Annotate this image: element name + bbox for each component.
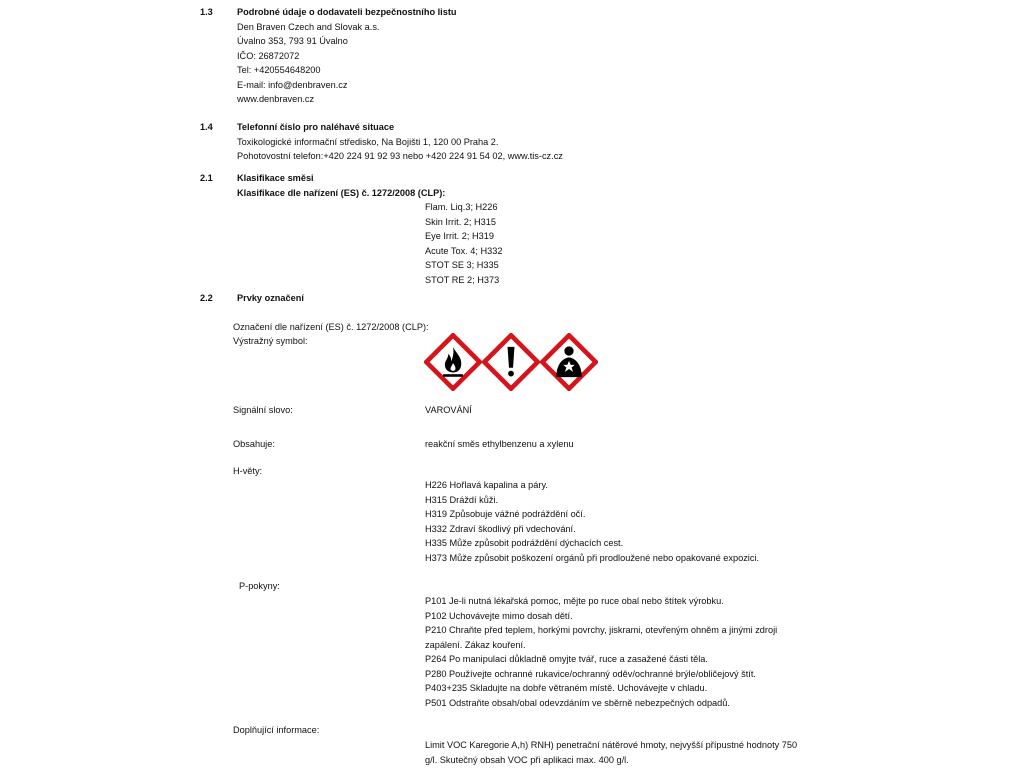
p-statement: P102 Uchovávejte mimo dosah dětí. — [425, 610, 573, 621]
classification-item: Skin Irrit. 2; H315 — [425, 216, 496, 227]
h-statement: H373 Může způsobit poškození orgánů při prodloužené nebo opakované expozici. — [425, 552, 760, 563]
p-statement: P280 Používejte ochranné rukavice/ochranný oděv/ochranné brýle/obličejový štít. — [425, 668, 756, 679]
section-title-1-3: Podrobné údaje o dodavateli bezpečnostního listu — [237, 7, 457, 17]
classification-item: Flam. Liq.3; H226 — [425, 202, 498, 212]
p-statements-list — [425, 594, 777, 710]
classification-item: STOT SE 3; H335 — [425, 260, 499, 270]
signal-word-value: VAROVÁNÍ — [425, 405, 472, 415]
section-number-1-4: 1.4 — [200, 122, 213, 132]
h-statement: H332 Zdraví škodlivý při vdechování. — [425, 523, 576, 534]
contains-label: Obsahuje: — [233, 439, 275, 449]
signal-word-label: Signální slovo: — [233, 405, 293, 415]
flame-icon — [424, 333, 482, 391]
emergency-details — [237, 135, 563, 164]
classification-item: Eye Irrit. 2; H319 — [425, 231, 494, 241]
exclamation-icon — [482, 333, 540, 391]
p-statement: P264 Po manipulaci důkladně omyjte tvář, ruce a zasažené části těla. — [425, 654, 708, 664]
classification-list — [425, 200, 502, 287]
section-number-1-3: 1.3 — [200, 7, 213, 17]
p-statements-label: P-pokyny: — [239, 581, 280, 591]
section-title-1-4: Telefonní číslo pro naléhavé situace — [237, 122, 395, 132]
supplier-line: www.denbraven.cz — [237, 94, 315, 104]
regulation-label: Označení dle nařízení (ES) č. 1272/2008 (CLP): — [233, 322, 429, 332]
section-number-2-1: 2.1 — [200, 173, 213, 183]
section-number-2-2: 2.2 — [200, 293, 213, 303]
supplier-line: IČO: 26872072 — [237, 50, 300, 61]
p-statement: P501 Odstraňte obsah/obal odevzdáním ve sběrně nebezpečných odpadů. — [425, 697, 730, 708]
h-statement: H335 Může způsobit podráždění dýchacích cest. — [425, 538, 624, 548]
emergency-line: Toxikologické informační středisko, Na Bojišti 1, 120 00 Praha 2. — [237, 136, 499, 147]
h-statement: H319 Způsobuje vážné podráždění očí. — [425, 509, 586, 519]
symbol-label: Výstražný symbol: — [233, 336, 308, 346]
section-title-2-1: Klasifikace směsi — [237, 173, 314, 183]
supplier-line: Úvalno 353, 793 91 Úvalno — [237, 36, 348, 46]
health-hazard-icon — [540, 333, 598, 391]
p-statement: P210 Chraňte před teplem, horkými povrchy, jiskrami, otevřeným ohněm a jinými zdroji — [425, 625, 778, 635]
supplementary-line: g/l. Skutečný obsah VOC při aplikaci max. 400 g/l. — [425, 754, 629, 765]
classification-item: STOT RE 2; H373 — [425, 274, 500, 285]
supplier-line: Den Braven Czech and Slovak a.s. — [237, 21, 380, 32]
supplier-details — [237, 20, 379, 107]
classification-item: Acute Tox. 4; H332 — [425, 245, 503, 256]
classification-subtitle: Klasifikace dle nařízení (ES) č. 1272/2008 (CLP): — [237, 187, 446, 198]
h-statement: H315 Dráždí kůži. — [425, 494, 499, 505]
p-statement: P101 Je-li nutná lékařská pomoc, mějte po ruce obal nebo štítek výrobku. — [425, 596, 724, 606]
supplier-line: E-mail: info@denbraven.cz — [237, 79, 348, 90]
h-statement: H226 Hořlavá kapalina a páry. — [425, 480, 548, 490]
h-statements-label: H-věty: — [233, 466, 263, 476]
contains-value: reakční směs ethylbenzenu a xylenu — [425, 439, 574, 449]
emergency-line: Pohotovostní telefon:+420 224 91 92 93 nebo +420 224 91 54 02, www.tis-cz.cz — [237, 151, 563, 161]
supplementary-info — [425, 738, 797, 767]
supplementary-info-label: Doplňující informace: — [233, 725, 320, 735]
section-title-2-2: Prvky označení — [237, 293, 304, 303]
supplier-line: Tel: +420554648200 — [237, 65, 321, 75]
h-statements-list — [425, 478, 759, 565]
supplementary-line: Limit VOC Karegorie A,h) RNH) penetrační nátěrové hmoty, nejvyšší přípustné hodnoty 750 — [425, 740, 798, 750]
p-statement: P403+235 Skladujte na dobře větraném místě. Uchovávejte v chladu. — [425, 683, 708, 693]
p-statement: zapálení. Zákaz kouření. — [425, 639, 526, 650]
